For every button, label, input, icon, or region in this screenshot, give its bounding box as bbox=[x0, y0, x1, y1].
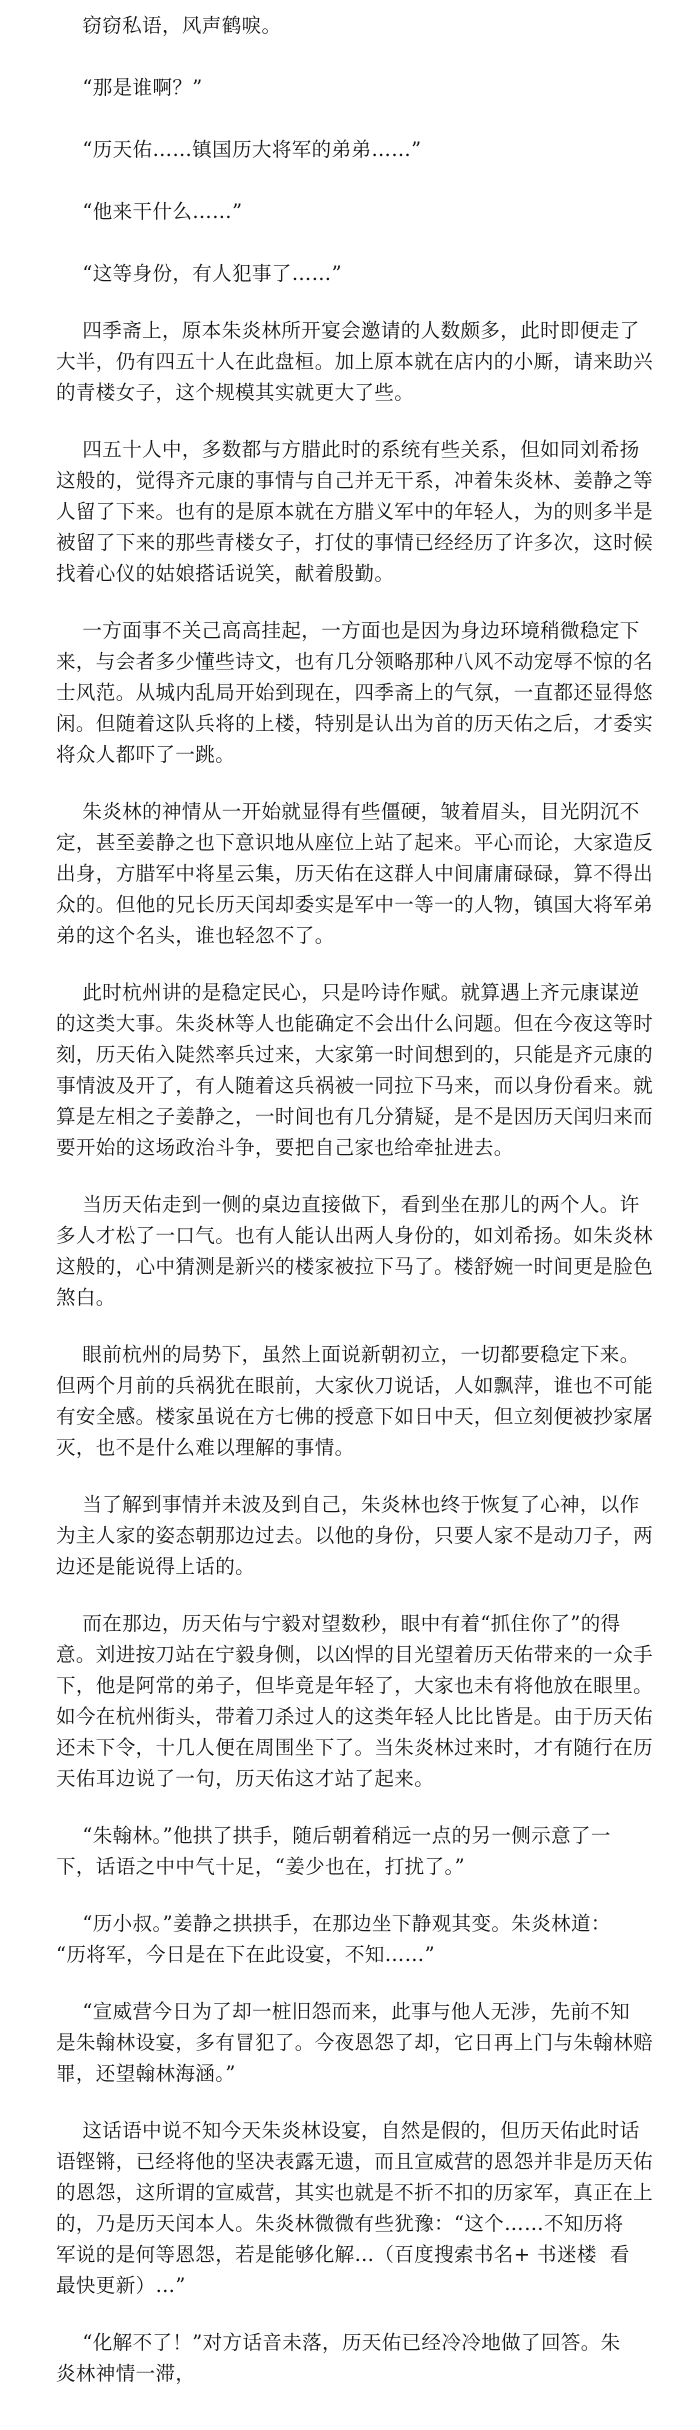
paragraph bbox=[56, 1996, 678, 2089]
text-line: 的青楼女子，这个规模其实就更大了些。 bbox=[56, 381, 415, 404]
paragraph bbox=[56, 196, 678, 227]
text-line: “那是谁啊？” bbox=[56, 76, 203, 99]
text-line: 炎林神情一滞， bbox=[56, 2362, 196, 2385]
text-line: 事情波及开了，有人随着这兵祸被一同拉下马来，而以身份看来。就 bbox=[56, 1074, 654, 1097]
text-line: 这般的，心中猜测是新兴的楼家被拉下马了。楼舒婉一时间更是脸色 bbox=[56, 1255, 654, 1278]
text-line: 多人才松了一口气。也有人能认出两人身份的，如刘希扬。如朱炎林 bbox=[56, 1224, 654, 1247]
text-line: 找着心仪的姑娘搭话说笑，献着殷勤。 bbox=[56, 562, 395, 585]
text-line: “历天佑……镇国历大将军的弟弟……” bbox=[56, 138, 422, 161]
text-line: 弟的这个名头，谁也轻忽不了。 bbox=[56, 924, 335, 947]
text-line: 但两个月前的兵祸犹在眼前，大家伙刀说话，人如飘萍，谁也不可能 bbox=[56, 1374, 654, 1397]
text-line: 被留了下来的那些青楼女子，打仗的事情已经经历了许多次，这时候 bbox=[56, 531, 654, 554]
text-line: 一方面事不关己高高挂起，一方面也是因为身边环境稍微稳定下 bbox=[56, 619, 640, 642]
paragraph bbox=[56, 1908, 678, 1970]
paragraph bbox=[56, 1608, 678, 1794]
text-line: 下，话语之中中气十足，“姜少也在，打扰了。” bbox=[56, 1855, 465, 1878]
paragraph bbox=[56, 2327, 678, 2389]
paragraph bbox=[56, 2115, 678, 2301]
text-line: “朱翰林。”他拱了拱手，随后朝着稍远一点的另一侧示意了一 bbox=[56, 1824, 611, 1847]
text-line: 眼前杭州的局势下，虽然上面说新朝初立，一切都要稳定下来。 bbox=[56, 1343, 640, 1366]
text-line: 煞白。 bbox=[56, 1286, 116, 1309]
text-line: 要开始的这场政治斗争，要把自己家也给牵扯进去。 bbox=[56, 1136, 514, 1159]
paragraph bbox=[56, 1339, 678, 1463]
text-line: 窃窃私语，风声鹤唳。 bbox=[56, 14, 282, 37]
paragraph bbox=[56, 796, 678, 951]
text-line: 这话语中说不知今天朱炎林设宴，自然是假的，但历天佑此时话 bbox=[56, 2119, 640, 2142]
text-line: 意。刘进按刀站在宁毅身侧，以凶悍的目光望着历天佑带来的一众手 bbox=[56, 1643, 654, 1666]
text-line: 定，甚至姜静之也下意识地从座位上站了起来。平心而论，大家造反 bbox=[56, 831, 654, 854]
text-line: 还未下令，十几人便在周围坐下了。当朱炎林过来时，才有随行在历 bbox=[56, 1736, 654, 1759]
text-line: 的这类大事。朱炎林等人也能确定不会出什么问题。但在今夜这等时 bbox=[56, 1012, 654, 1035]
text-line: “历小叔。”姜静之拱拱手，在那边坐下静观其变。朱炎林道： bbox=[56, 1912, 611, 1935]
text-line: “这等身份，有人犯事了……” bbox=[56, 262, 342, 285]
text-line: 出身，方腊军中将星云集，历天佑在这群人中间庸庸碌碌，算不得出 bbox=[56, 862, 654, 885]
text-line: 最快更新）…” bbox=[56, 2274, 186, 2297]
paragraph bbox=[56, 1820, 678, 1882]
paragraph bbox=[56, 72, 678, 103]
paragraph bbox=[56, 134, 678, 165]
paragraph bbox=[56, 1189, 678, 1313]
paragraph bbox=[56, 10, 678, 41]
text-line: 刻，历天佑入陡然率兵过来，大家第一时间想到的，只能是齐元康的 bbox=[56, 1043, 654, 1066]
text-line: 如今在杭州街头，带着刀杀过人的这类年轻人比比皆是。由于历天佑 bbox=[56, 1705, 654, 1728]
text-line: “化解不了！”对方话音未落，历天佑已经冷冷地做了回答。朱 bbox=[56, 2331, 621, 2354]
text-line: 闲。但随着这队兵将的上楼，特别是认出为首的历天佑之后，才委实 bbox=[56, 712, 654, 735]
paragraph bbox=[56, 1489, 678, 1582]
paragraph bbox=[56, 434, 678, 589]
text-line: 是朱翰林设宴，多有冒犯了。今夜恩怨了却，它日再上门与朱翰林赔 bbox=[56, 2031, 654, 2054]
text-line: 灭，也不是什么难以理解的事情。 bbox=[56, 1436, 355, 1459]
text-line: 有安全感。楼家虽说在方七佛的授意下如日中天，但立刻便被抄家屠 bbox=[56, 1405, 654, 1428]
text-line: 四五十人中，多数都与方腊此时的系统有些关系，但如同刘希扬 bbox=[56, 438, 640, 461]
text-line: 边还是能说得上话的。 bbox=[56, 1555, 256, 1578]
text-line: “历将军，今日是在下在此设宴，不知……” bbox=[56, 1943, 435, 1966]
text-line: 天佑耳边说了一句，历天佑这才站了起来。 bbox=[56, 1767, 435, 1790]
text-line: “他来干什么……” bbox=[56, 200, 243, 223]
text-line: “宣威营今日为了却一桩旧怨而来，此事与他人无涉，先前不知 bbox=[56, 2000, 631, 2023]
text-line: 算是左相之子姜静之，一时间也有几分猜疑，是不是因历天闰归来而 bbox=[56, 1105, 654, 1128]
text-line: 的恩怨，这所谓的宣威营，其实也就是不折不扣的历家军，真正在上 bbox=[56, 2181, 654, 2204]
paragraph bbox=[56, 977, 678, 1163]
text-line: 的，乃是历天闰本人。朱炎林微微有些犹豫：“这个……不知历将 bbox=[56, 2212, 624, 2235]
paragraph bbox=[56, 258, 678, 289]
text-line: 当历天佑走到一侧的桌边直接做下，看到坐在那儿的两个人。许 bbox=[56, 1193, 640, 1216]
text-line: 众的。但他的兄长历天闰却委实是军中一等一的人物，镇国大将军弟 bbox=[56, 893, 654, 916]
text-line: 当了解到事情并未波及到自己，朱炎林也终于恢复了心神，以作 bbox=[56, 1493, 640, 1516]
text-line: 大半，仍有四五十人在此盘桓。加上原本就在店内的小厮，请来助兴 bbox=[56, 350, 654, 373]
paragraph bbox=[56, 315, 678, 408]
text-line: 人留了下来。也有的是原本就在方腊义军中的年轻人，为的则多半是 bbox=[56, 500, 654, 523]
text-line: 来，与会者多少懂些诗文，也有几分领略那种八风不动宠辱不惊的名 bbox=[56, 650, 654, 673]
text-line: 下，他是阿常的弟子，但毕竟是年轻了，大家也未有将他放在眼里。 bbox=[56, 1674, 654, 1697]
text-line: 这般的，觉得齐元康的事情与自己并无干系，冲着朱炎林、姜静之等 bbox=[56, 469, 654, 492]
text-line: 军说的是何等恩怨，若是能够化解…（百度搜索书名+ 书迷楼 看 bbox=[56, 2243, 630, 2266]
text-line: 此时杭州讲的是稳定民心，只是吟诗作赋。就算遇上齐元康谋逆 bbox=[56, 981, 640, 1004]
text-line: 将众人都吓了一跳。 bbox=[56, 743, 236, 766]
text-line: 为主人家的姿态朝那边过去。以他的身份，只要人家不是动刀子，两 bbox=[56, 1524, 654, 1547]
text-line: 语铿锵，已经将他的坚决表露无遗，而且宣威营的恩怨并非是历天佑 bbox=[56, 2150, 654, 2173]
text-line: 士风范。从城内乱局开始到现在，四季斋上的气氛，一直都还显得悠 bbox=[56, 681, 654, 704]
text-line: 而在那边，历天佑与宁毅对望数秒，眼中有着“抓住你了”的得 bbox=[56, 1612, 621, 1635]
text-line: 四季斋上，原本朱炎林所开宴会邀请的人数颇多，此时即便走了 bbox=[56, 319, 640, 342]
paragraph bbox=[56, 615, 678, 770]
text-line: 罪，还望翰林海涵。” bbox=[56, 2062, 236, 2085]
text-line: 朱炎林的神情从一开始就显得有些僵硬，皱着眉头，目光阴沉不 bbox=[56, 800, 640, 823]
